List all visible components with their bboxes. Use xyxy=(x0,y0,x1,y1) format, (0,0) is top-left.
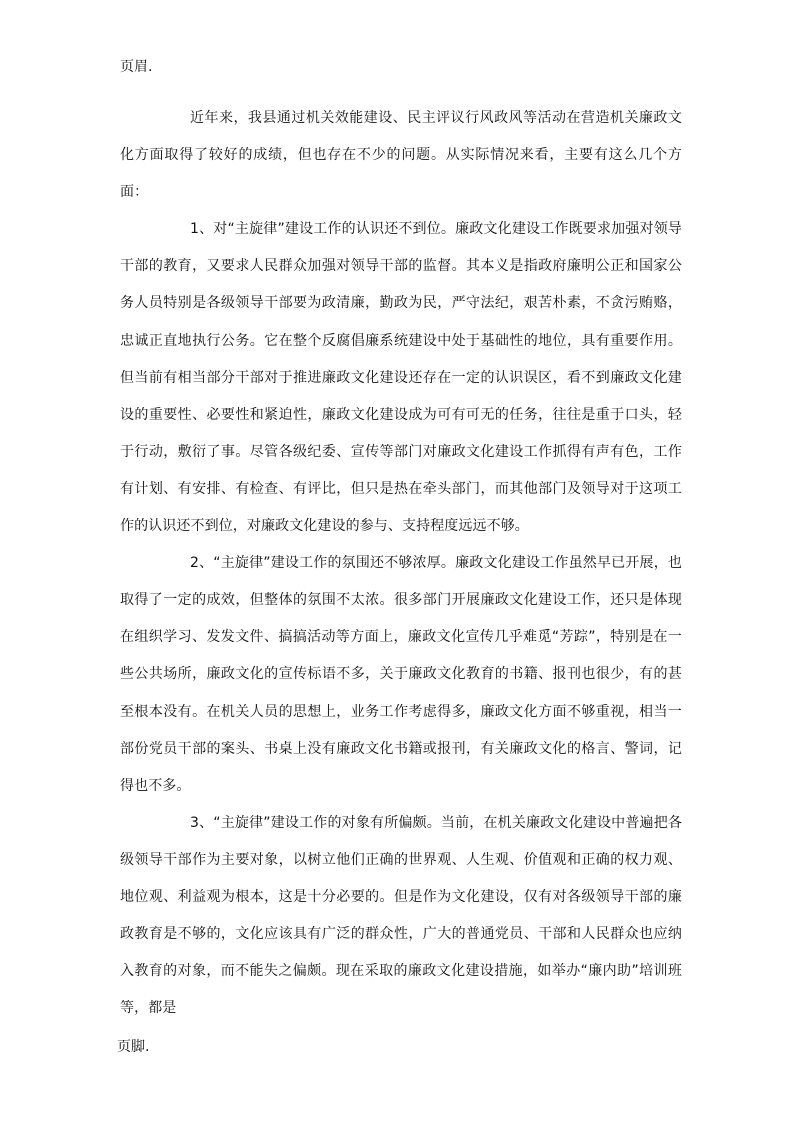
point-1-paragraph: 1、对“主旋律”建设工作的认识还不到位。廉政文化建设工作既要求加强对领导干部的教育，又要求人民群众加强对领导干部的监督。其本义是指政府廉明公正和国家公务人员特别是各级领导干部要为政清廉，勤政为民，严守法纪，艰苦朴素，不贪污贿赂，忠诚正直地执行公务。它在整个反腐倡廉系统建设中处于基础性的地位，具有重要作用。但当前有相当部分干部对于推进廉政文化建设还存在一定的认识误区，看不到廉政文化建设的重要性、必要性和紧迫性，廉政文化建设成为可有可无的任务，往往是重于口头，轻于行动，敷衍了事。尽管各级纪委、宣传等部门对廉政文化建设工作抓得有声有色，工作有计划、有安排、有检查、有评比，但只是热在牵头部门，而其他部门及领导对于这项工作的认识还不到位，对廉政文化建设的参与、支持程度远远不够。 xyxy=(120,221,682,535)
intro-paragraph: 近年来，我县通过机关效能建设、民主评议行风政风等活动在营造机关廉政文化方面取得了较好的成绩，但也存在不少的问题。从实际情况来看，主要有这么几个方面： xyxy=(120,110,682,201)
point-2-paragraph: 2、“主旋律”建设工作的氛围还不够浓厚。廉政文化建设工作虽然早已开展，也取得了一定的成效，但整体的氛围不太浓。很多部门开展廉政文化建设工作，还只是体现在组织学习、发发文件、搞搞活动等方面上，廉政文化宣传几乎难觅“芳踪”，特别是在一些公共场所，廉政文化的宣传标语不多，关于廉政文化教育的书籍、报刊也很少，有的甚至根本没有。在机关人员的思想上，业务工作考虑得多，廉政文化方面不够重视，相当一部份党员干部的案头、书桌上没有廉政文化书籍或报刊，有关廉政文化的格言、警词，记得也不多。 xyxy=(120,555,682,794)
document-body xyxy=(120,100,682,1027)
point-3-paragraph: 3、“主旋律”建设工作的对象有所偏颇。当前，在机关廉政文化建设中普遍把各级领导干部作为主要对象，以树立他们正确的世界观、人生观、价值观和正确的权力观、地位观、利益观为根本，这是十分必要的。但是作为文化建设，仅有对各级领导干部的廉政教育是不够的，文化应该具有广泛的群众性，广大的普通党员、干部和人民群众也应纳入教育的对象，而不能失之偏颇。现在采取的廉政文化建设措施，如举办“廉内助”培训班等，都是 xyxy=(120,814,682,1017)
page-header: 页眉. xyxy=(120,59,153,75)
page-footer: 页脚. xyxy=(117,1039,150,1055)
